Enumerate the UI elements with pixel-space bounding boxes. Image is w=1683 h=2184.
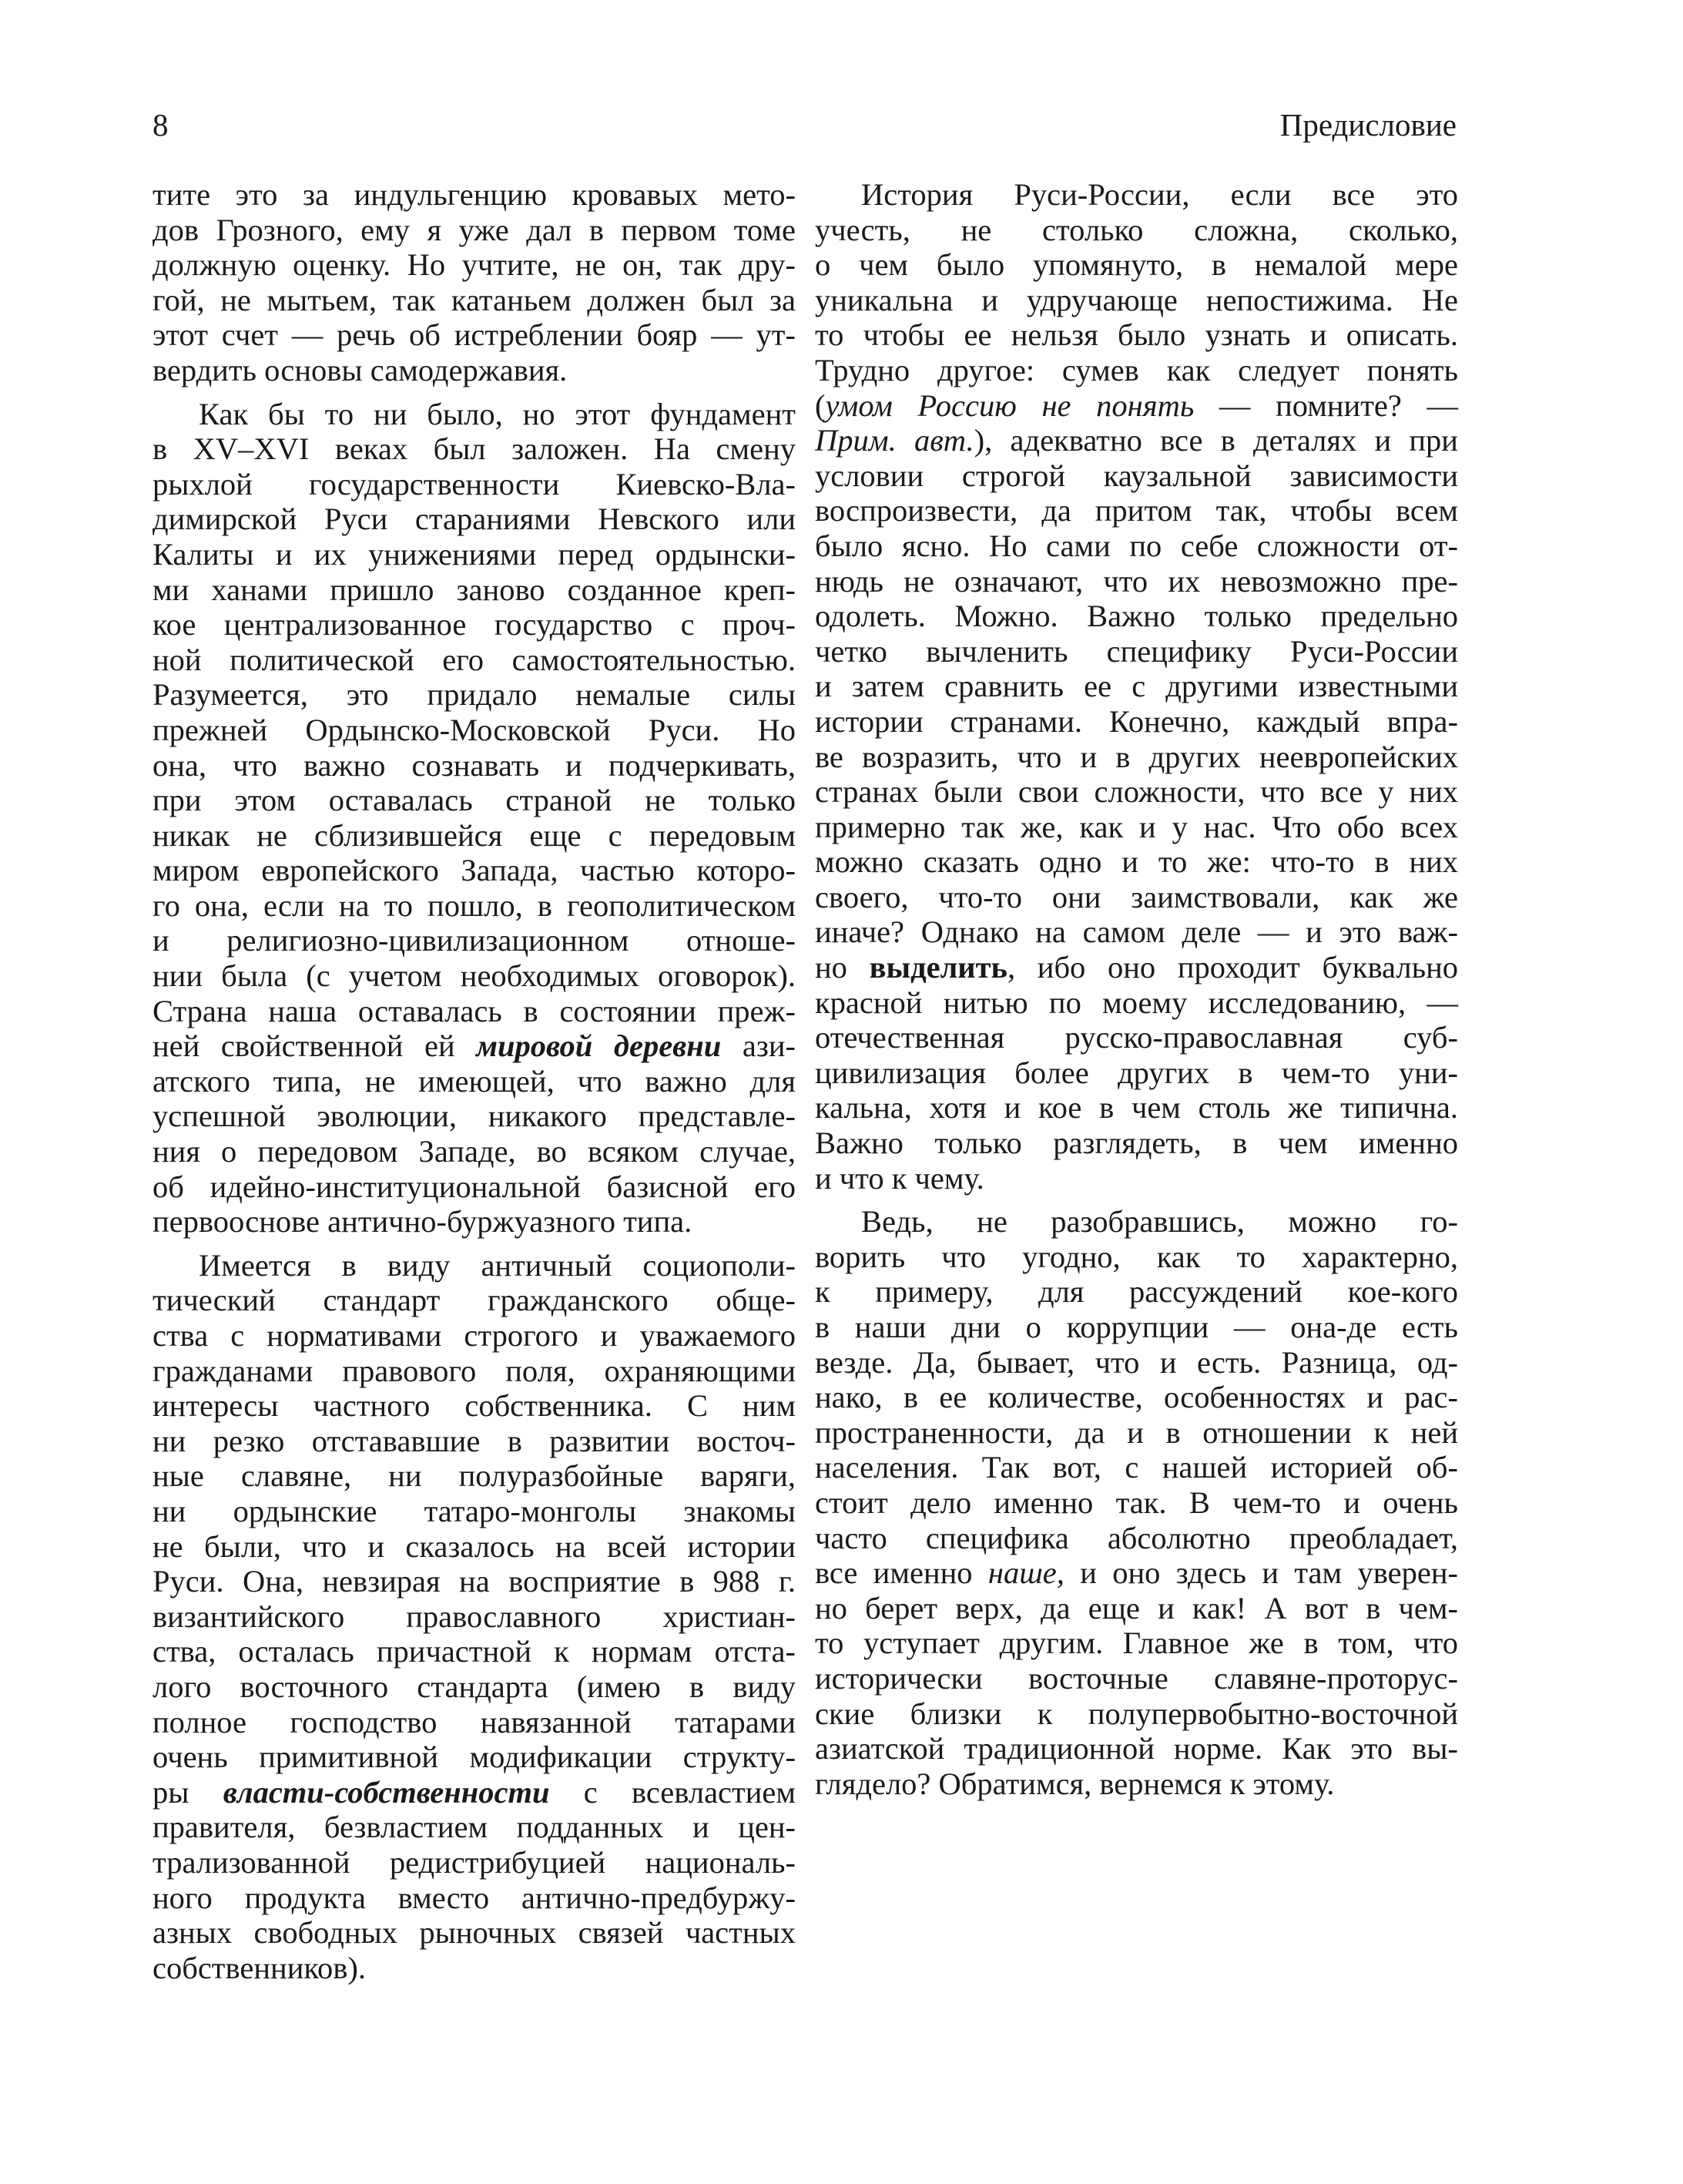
text-run: История Руси-России, если все это — [861, 177, 1458, 212]
text-line — [153, 177, 796, 213]
text-line — [153, 1028, 796, 1064]
text-run: интересы частного собственника. С ним — [153, 1388, 796, 1424]
text-line — [815, 353, 1458, 388]
text-run: тический стандарт гражданского обще- — [153, 1283, 796, 1318]
text-run: прежней Ордынско-Московской Руси. Но — [153, 712, 796, 747]
text-line — [815, 844, 1458, 880]
text-line — [153, 1845, 796, 1880]
page-number: 8 — [153, 107, 169, 143]
text-run: ной политической его самостоятельностью. — [153, 642, 796, 677]
text-line — [815, 1204, 1458, 1240]
text-line — [815, 1240, 1458, 1275]
text-run: лого восточного стандарта (имею в виду — [153, 1669, 796, 1704]
text-line — [153, 502, 796, 537]
text-line — [815, 283, 1458, 318]
text-run: ные славяне, ни полуразбойные варяги, — [153, 1458, 796, 1494]
text-line — [153, 958, 796, 994]
text-line — [815, 914, 1458, 950]
text-line — [815, 528, 1458, 564]
text-line — [815, 810, 1458, 845]
text-run: и оно здесь и там уверен- — [1064, 1555, 1458, 1591]
text-line — [815, 634, 1458, 669]
text-run: кальна, хотя и кое в чем столь же типична. — [815, 1090, 1458, 1126]
text-run: не были, что и сказалось на всей истории — [153, 1528, 796, 1564]
text-line — [153, 1739, 796, 1775]
text-run: нюдь не означают, что их невозможно пре- — [815, 563, 1458, 599]
text-run: к примеру, для рассуждений кое-кого — [815, 1274, 1458, 1310]
bold-text: выделить — [869, 950, 1007, 985]
text-line — [153, 397, 796, 432]
text-line — [153, 888, 796, 924]
text-run: она, что важно сознавать и подчеркивать, — [153, 747, 796, 783]
text-run: , ибо оно проходит буквально — [1007, 950, 1458, 985]
text-run: Разумеется, это придало немалые силы — [153, 677, 796, 713]
text-line — [815, 740, 1458, 775]
text-run: цивилизация более других в чем-то уни- — [815, 1055, 1458, 1090]
text-line — [153, 283, 796, 318]
text-line — [153, 1169, 796, 1205]
text-line — [815, 458, 1458, 494]
paragraph — [153, 177, 796, 388]
text-line — [153, 431, 796, 467]
text-run: и затем сравнить ее с другими известными — [815, 669, 1458, 704]
text-line — [153, 247, 796, 283]
text-run: глядело? Обратимся, вернемся к этому. — [815, 1766, 1335, 1801]
text-line — [815, 669, 1458, 704]
section-title: Предисловие — [1279, 107, 1457, 143]
text-run: собственников). — [153, 1950, 366, 1985]
text-line — [153, 923, 796, 958]
text-run: пространенности, да и в отношении к ней — [815, 1414, 1458, 1450]
text-run: ), адекватно все в деталях и при — [974, 423, 1458, 458]
text-run: азиатской традиционной норме. Как это вы- — [815, 1731, 1458, 1766]
text-run: Ведь, не разобравшись, можно го- — [861, 1204, 1458, 1240]
text-line — [153, 1064, 796, 1099]
text-run: примерно так же, как и у нас. Что обо всех — [815, 809, 1458, 844]
text-line — [815, 247, 1458, 283]
italic-text: умом Россию не понять — [825, 387, 1195, 423]
text-line — [153, 317, 796, 353]
text-line — [153, 467, 796, 502]
text-line — [815, 1696, 1458, 1732]
text-line — [153, 1529, 796, 1565]
text-run: Как бы то ни было, но этот фундамент — [199, 396, 796, 431]
text-line — [153, 818, 796, 854]
text-run: красной нитью по моему исследованию, — — [815, 985, 1458, 1020]
text-line — [153, 1248, 796, 1283]
paragraph — [153, 397, 796, 1240]
text-run: в XV–XVI веках был заложен. На смену — [153, 431, 796, 467]
text-run: воспроизвести, да притом так, чтобы всем — [815, 493, 1458, 528]
text-line — [815, 1521, 1458, 1556]
text-line — [153, 1283, 796, 1318]
text-run: миром европейского Запада, частью которо- — [153, 853, 796, 888]
text-run: населения. Так вот, с нашей историей об- — [815, 1450, 1458, 1485]
text-line — [153, 1204, 796, 1240]
text-line — [153, 1634, 796, 1669]
text-run: успешной эволюции, никакого представле- — [153, 1099, 796, 1134]
text-line — [153, 213, 796, 248]
text-line — [815, 1485, 1458, 1521]
text-line — [153, 783, 796, 818]
text-run: иначе? Однако на самом деле — и это важ- — [815, 914, 1458, 950]
text-line — [815, 177, 1458, 213]
text-run: ни ордынские татаро-монголы знакомы — [153, 1493, 796, 1528]
text-run: димирской Руси стараниями Невского или — [153, 502, 796, 537]
text-run: нако, в ее количестве, особенностях и рас- — [815, 1380, 1458, 1415]
text-line — [153, 353, 796, 388]
text-line — [815, 1380, 1458, 1415]
text-run: ни резко отстававшие в развитии восточ- — [153, 1423, 796, 1458]
text-run: кое централизованное государство с проч- — [153, 607, 796, 642]
text-line — [815, 1450, 1458, 1485]
text-line — [153, 1388, 796, 1424]
text-run: стоит дело именно так. В чем-то и очень — [815, 1485, 1458, 1520]
text-run: никак не сблизившейся еще с передовым — [153, 817, 796, 853]
text-line — [153, 1494, 796, 1529]
text-run: исторически восточные славяне-проторус- — [815, 1660, 1458, 1696]
text-line — [815, 1415, 1458, 1451]
italic-text: наше, — [987, 1555, 1064, 1591]
text-line — [153, 1915, 796, 1951]
text-run: одолеть. Можно. Важно только предельно — [815, 599, 1458, 634]
text-line — [153, 677, 796, 713]
text-line — [815, 1661, 1458, 1696]
paragraph-gap — [153, 388, 796, 397]
text-line — [815, 564, 1458, 599]
text-run: все именно — [815, 1555, 988, 1591]
text-line — [153, 748, 796, 783]
text-run: было ясно. Но сами по себе сложности от- — [815, 528, 1458, 563]
text-run: условии строгой каузальной зависимости — [815, 458, 1458, 493]
text-line — [815, 774, 1458, 810]
text-run: ми ханами пришло заново созданное креп- — [153, 572, 796, 607]
text-run: ве возразить, что и в других неевропейских — [815, 739, 1458, 774]
text-line — [815, 1766, 1458, 1802]
text-line — [153, 1951, 796, 1986]
text-run: но берет верх, да еще и как! А вот в чем- — [815, 1590, 1458, 1625]
text-run: об идейно-институциональной базисной его — [153, 1169, 796, 1204]
paragraph-gap — [153, 1240, 796, 1248]
text-line — [153, 1705, 796, 1740]
paragraph-gap — [815, 1196, 1458, 1204]
text-run: странах были свои сложности, что все у них — [815, 774, 1458, 810]
text-run: — помните? — — [1194, 387, 1458, 423]
text-run: и что к чему. — [815, 1160, 984, 1196]
text-line — [153, 572, 796, 608]
text-line — [815, 704, 1458, 740]
text-line — [153, 607, 796, 642]
text-run: ния о передовом Западе, во всяком случае, — [153, 1134, 796, 1169]
text-run: ней свойственной ей — [153, 1028, 477, 1064]
text-run: ного продукта вместо антично-предбуржу- — [153, 1880, 796, 1915]
text-line — [153, 853, 796, 888]
text-line — [815, 985, 1458, 1021]
text-run: этот счет — речь об истреблении бояр — ут- — [153, 317, 796, 353]
text-run: очень примитивной модификации структу- — [153, 1739, 796, 1775]
text-run: везде. Да, бывает, что и есть. Разница, од- — [815, 1344, 1458, 1380]
text-run: то уступает другим. Главное же в том, что — [815, 1625, 1458, 1661]
text-run: ( — [815, 387, 826, 423]
text-line — [153, 1775, 796, 1810]
text-run: часто специфика абсолютно преобладает, — [815, 1520, 1458, 1555]
text-run: византийского православного христиан- — [153, 1599, 796, 1634]
text-line — [153, 713, 796, 748]
text-line — [815, 1555, 1458, 1591]
text-run: то чтобы ее нельзя было узнать и описать. — [815, 317, 1458, 353]
text-run: своего, что-то они заимствовали, как же — [815, 879, 1458, 914]
text-line — [815, 493, 1458, 528]
text-line — [153, 1564, 796, 1599]
text-run: Имеется в виду античный социополи- — [199, 1247, 796, 1283]
text-run: четко вычленить специфику Руси-России — [815, 633, 1458, 669]
text-line — [153, 1354, 796, 1389]
text-run: вердить основы самодержавия. — [153, 352, 568, 387]
text-line — [815, 880, 1458, 915]
text-run: при этом оставалась страной не только — [153, 783, 796, 818]
text-line — [815, 1591, 1458, 1626]
text-run: рыхлой государственности Киевско-Вла- — [153, 466, 796, 502]
text-run: но — [815, 950, 870, 985]
text-run: ские близки к полупервобытно-восточной — [815, 1696, 1458, 1731]
text-line — [815, 423, 1458, 458]
text-run: и религиозно-цивилизационном отноше- — [153, 923, 796, 958]
text-line — [815, 1090, 1458, 1126]
text-line — [815, 1625, 1458, 1661]
text-run: тите это за индульгенцию кровавых мето- — [153, 177, 796, 212]
text-run: с всевластием — [549, 1774, 796, 1810]
text-run: уникальна и удручающе непостижима. Не — [815, 282, 1458, 317]
text-run: гой, не мытьем, так катаньем должен был за — [153, 282, 796, 317]
text-run: учесть, не столько сложна, сколько, — [815, 212, 1458, 247]
text-line — [153, 1669, 796, 1705]
text-line — [153, 1424, 796, 1459]
text-run: ры — [153, 1774, 223, 1810]
text-run: ази- — [721, 1028, 796, 1064]
text-run: правителя, безвластием подданных и цен- — [153, 1810, 796, 1845]
text-run: истории странами. Конечно, каждый впра- — [815, 703, 1458, 739]
text-run: ства с нормативами строгого и уважаемого — [153, 1318, 796, 1353]
text-run: должную оценку. Но учтите, не он, так дру- — [153, 247, 796, 283]
text-line — [153, 994, 796, 1029]
bold-italic-text: мировой деревни — [476, 1028, 722, 1064]
text-line — [153, 642, 796, 678]
text-column-right — [815, 177, 1458, 1801]
text-column-left — [153, 177, 796, 1985]
text-run: ворить что угодно, как то характерно, — [815, 1239, 1458, 1274]
text-run: первооснове антично-буржуазного типа. — [153, 1204, 692, 1240]
bold-italic-text: власти-собственности — [223, 1774, 550, 1810]
text-line — [815, 1055, 1458, 1091]
text-line — [815, 1126, 1458, 1161]
text-line — [815, 1731, 1458, 1766]
text-run: атского типа, не имеющей, что важно для — [153, 1063, 796, 1099]
text-run: о чем было упомянуто, в немалой мере — [815, 247, 1458, 283]
text-line — [815, 1020, 1458, 1055]
paragraph — [815, 1204, 1458, 1801]
text-line — [815, 1310, 1458, 1345]
text-run: Важно только разглядеть, в чем именно — [815, 1126, 1458, 1161]
text-line — [815, 317, 1458, 353]
text-line — [815, 599, 1458, 634]
text-run: Трудно другое: сумев как следует понять — [815, 352, 1458, 387]
text-line — [153, 1810, 796, 1845]
text-run: в наши дни о коррупции — она-де есть — [815, 1310, 1458, 1344]
text-line — [815, 1274, 1458, 1310]
paragraph — [153, 1248, 796, 1985]
text-line — [153, 1134, 796, 1169]
text-run: полное господство навязанной татарами — [153, 1704, 796, 1739]
text-run: Калиты и их унижениями перед ордынски- — [153, 536, 796, 572]
text-run: Страна наша оставалась в состоянии преж- — [153, 993, 796, 1028]
text-run: ства, осталась причастной к нормам отста- — [153, 1634, 796, 1669]
text-run: Руси. Она, невзирая на восприятие в 988 г. — [153, 1564, 796, 1599]
text-line — [815, 1345, 1458, 1381]
text-line — [153, 1318, 796, 1354]
text-run: дов Грозного, ему я уже дал в первом томе — [153, 212, 796, 247]
text-run: нии была (с учетом необходимых оговорок). — [153, 958, 796, 994]
text-line — [153, 1880, 796, 1916]
text-run: трализованной редистрибуцией националь- — [153, 1844, 796, 1880]
text-line — [815, 388, 1458, 424]
text-run: азных свободных рыночных связей частных — [153, 1915, 796, 1951]
text-line — [153, 1458, 796, 1494]
text-line — [815, 213, 1458, 248]
text-line — [815, 950, 1458, 985]
text-line — [153, 1099, 796, 1134]
text-run: гражданами правового поля, охраняющими — [153, 1353, 796, 1388]
text-run: отечественная русско-православная суб- — [815, 1020, 1458, 1055]
paragraph — [815, 177, 1458, 1196]
italic-text: Прим. авт. — [815, 423, 974, 458]
text-line — [153, 537, 796, 572]
text-run: го она, если на то пошло, в геополитическом — [153, 887, 796, 923]
text-line — [815, 1161, 1458, 1196]
text-line — [153, 1599, 796, 1635]
text-run: можно сказать одно и то же: что-то в них — [815, 844, 1458, 880]
